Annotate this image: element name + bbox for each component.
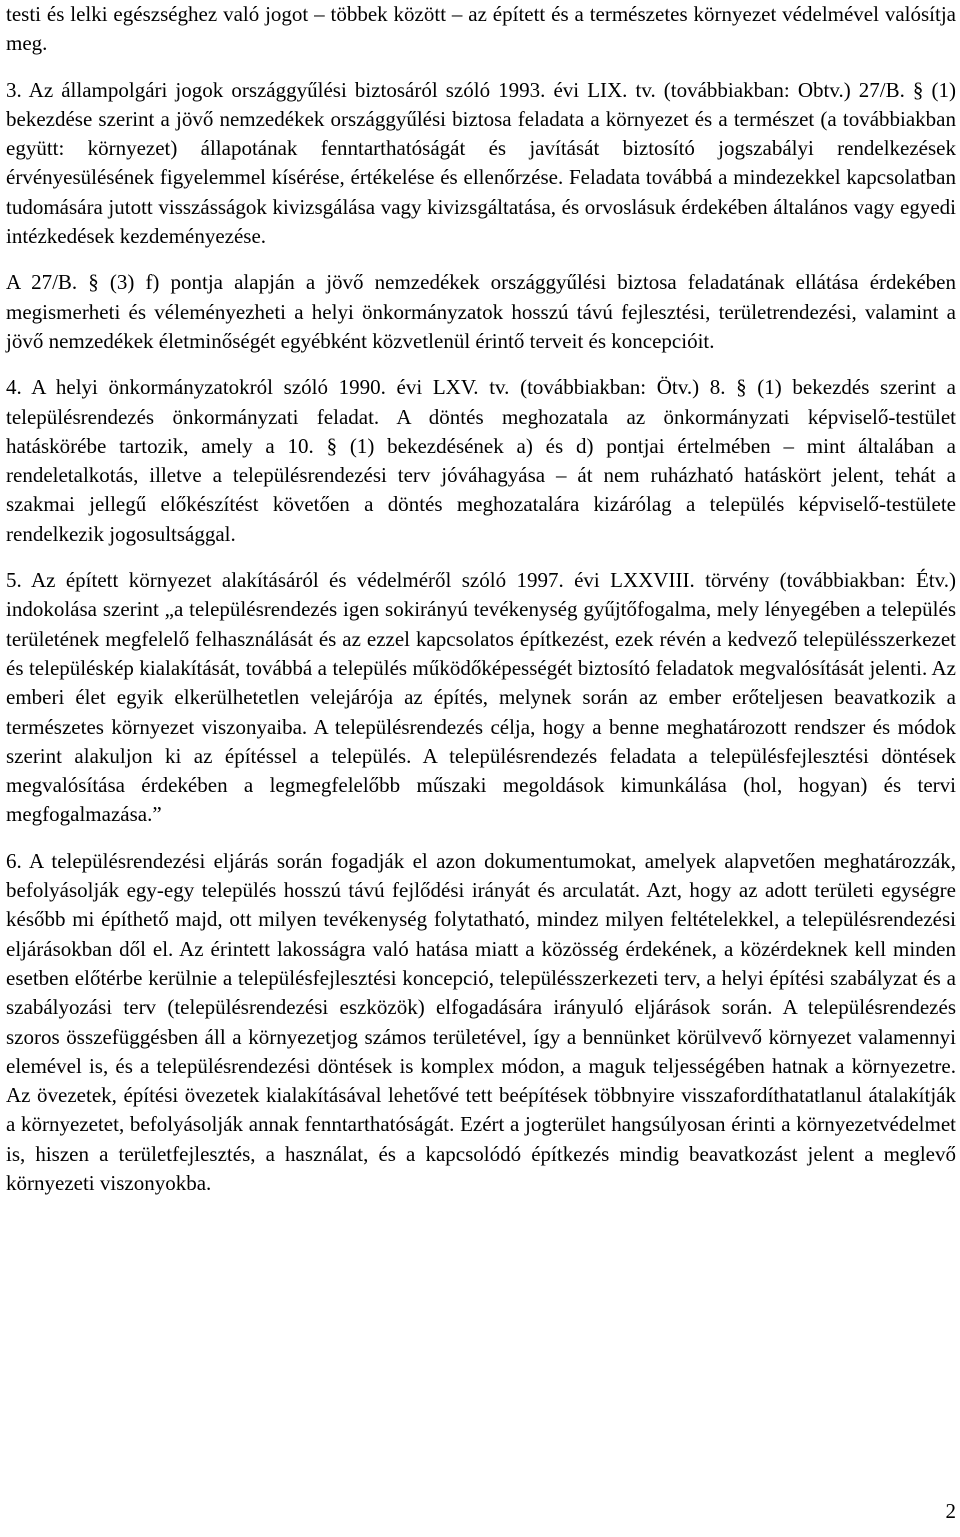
paragraph-3-obtv: 3. Az állampolgári jogok országgyűlési biztosáról szóló 1993. évi LIX. tv. (továbbiakban: Obtv.) 27/B. § (1) bekezdése szerint a jövő nemzedékek országgyűlési biztosa feladata a környezet és a természet (a továbbiakban együtt: környezet) állapotának fenntarthatóságát és javítását biztosító jogszabályi rendelkezések érvényesülésének figyelemmel kísérése, értékelése és ellenőrzése. Feladata továbbá a mindezekkel kapcsolatban tudomására jutott visszásságok kivizsgálása vagy kivizsgáltatása, és orvoslásuk érdekében általános vagy egyedi intézkedések kezdeményezése.	[6, 77, 956, 249]
paragraph-intro-continuation: testi és lelki egészséghez való jogot – többek között – az épített és a természetes környezet védelmével valósítja meg.	[6, 2, 956, 56]
paragraph-4-otv: 4. A helyi önkormányzatokról szóló 1990. évi LXV. tv. (továbbiakban: Ötv.) 8. § (1) bekezdés szerint a településrendezés önkormányzati feladat. A döntés meghozatala az önkormányzati képviselő-testület hatáskörébe tartozik, amely a 10. § (1) bekezdésének a) és d) pontjai értelmében – mint általában a rendeletalkotás, illetve a településrendezési terv jóváhagyása – át nem ruházható hatáskört jelent, tehát a szakmai jellegű előkészítést követően a döntés meghozatalára kizárólag a település képviselő-testülete rendelkezik jogosultsággal.	[6, 375, 956, 546]
page-number: 2	[945, 1499, 956, 1523]
paragraph-27b-3f: A 27/B. § (3) f) pontja alapján a jövő nemzedékek országgyűlési biztosa feladatának ellátása érdekében megismerheti és véleményezheti a helyi önkormányzatok hosszú távú fejlesztési, területrendezési, valamint a jövő nemzedékek életminőségét egyébként közvetlenül érintő terveit és koncepcióit.	[6, 270, 956, 353]
paragraph-6-telepulesrendezes: 6. A településrendezési eljárás során fogadják el azon dokumentumokat, amelyek alapvetően meghatározzák, befolyásolják egy-egy település hosszú távú fejlődési irányát és arculatát. Azt, hogy az adott területi egységre később mi építhető majd, ott milyen tevékenység folytatható, mindez milyen feltételekkel, a településrendezési eljárásokban dől el. Az érintett lakosságra való hatása miatt a közösség érdekének, a közérdeknek kell minden esetben előtérbe kerülnie a településfejlesztési koncepció, településszerkezeti terv, a helyi építési szabályzat és a szabályozási terv (településrendezési eszközök) elfogadására irányuló eljárások során. A településrendezés szoros összefüggésben áll a környezetjog számos területével, így a bennünket körülvevő környezet valamennyi elemével is, és a településrendezési döntések is komplex módon, a maguk teljességében hatnak a környezetre. Az övezetek, építési övezetek kialakításával lehetővé tett beépítések többnyire visszafordíthatatlanul átalakítják a környezetet, befolyásolják annak fenntarthatóságát. Ezért a jogterület hangsúlyosan érinti a környezetvédelmet is, hiszen a területfejlesztés, a használat, és a kapcsolódó építkezés mindig beavatkozást jelent a meglevő környezeti viszonyokba.	[6, 848, 956, 1195]
document-page	[6, 0, 956, 1198]
paragraph-5-etv: 5. Az épített környezet alakításáról és védelméről szóló 1997. évi LXXVIII. törvény (továbbiakban: Étv.) indokolása szerint „a településrendezés igen sokirányú tevékenység gyűjtőfogalma, mely lényegében a település területének megfelelő felhasználását és az ezzel kapcsolatos építkezést, ezek révén a kedvező településszerkezet és településkép kialakítását, továbbá a település működőképességét biztosító feladatok megvalósítását jelenti. Az emberi élet egyik elkerülhetetlen velejárója az építés, melynek során az ember erőteljesen beavatkozik a természetes környezet viszonyaiba. A településrendezés célja, hogy a benne meghatározott rendszer és módok szerint alakuljon ki az építéssel a település. A településrendezés feladata a településfejlesztési döntések megvalósítása érdekében a legmegfelelőbb műszaki megoldások kimunkálása (hol, hogyan) és tervi megfogalmazása.”	[6, 568, 956, 827]
